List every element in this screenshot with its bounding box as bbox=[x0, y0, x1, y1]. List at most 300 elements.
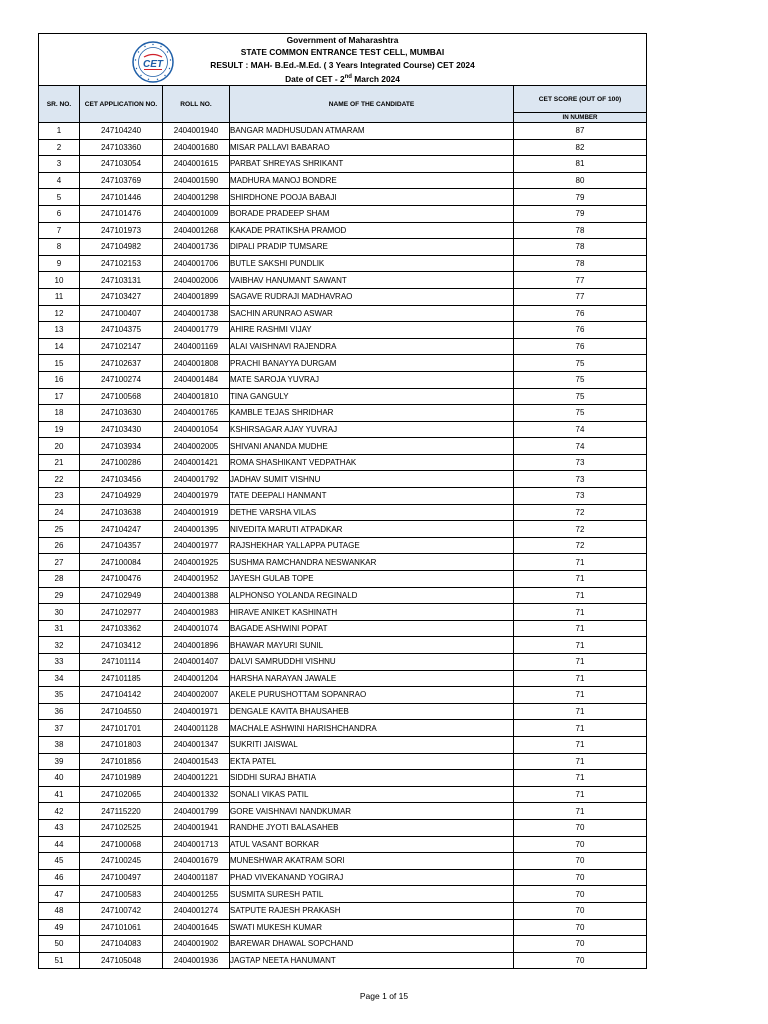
cell-sr-no: 16 bbox=[39, 371, 80, 388]
cell-candidate-name: ROMA SHASHIKANT VEDPATHAK bbox=[230, 454, 514, 471]
cell-roll-no: 2404001543 bbox=[163, 753, 230, 770]
cet-cell-logo bbox=[131, 40, 175, 84]
cell-candidate-name: BANGAR MADHUSUDAN ATMARAM bbox=[230, 123, 514, 140]
table-row bbox=[39, 736, 647, 753]
cell-cet-application-no: 247101701 bbox=[80, 720, 163, 737]
cell-candidate-name: SHIVANI ANANDA MUDHE bbox=[230, 438, 514, 455]
cell-candidate-name: BAREWAR DHAWAL SOPCHAND bbox=[230, 936, 514, 953]
table-row bbox=[39, 123, 647, 140]
cell-cet-score: 73 bbox=[514, 454, 647, 471]
cell-sr-no: 3 bbox=[39, 156, 80, 173]
cell-cet-score: 70 bbox=[514, 836, 647, 853]
cell-cet-score: 72 bbox=[514, 521, 647, 538]
cell-sr-no: 21 bbox=[39, 454, 80, 471]
cell-sr-no: 11 bbox=[39, 288, 80, 305]
table-row bbox=[39, 288, 647, 305]
cell-cet-application-no: 247102949 bbox=[80, 587, 163, 604]
cell-sr-no: 32 bbox=[39, 637, 80, 654]
cell-roll-no: 2404001298 bbox=[163, 189, 230, 206]
cell-roll-no: 2404001925 bbox=[163, 554, 230, 571]
header-cell-name: STATE COMMON ENTRANCE TEST CELL, MUMBAI bbox=[240, 47, 445, 58]
svg-text:CET: CET bbox=[143, 59, 163, 70]
cell-roll-no: 2404001899 bbox=[163, 288, 230, 305]
table-row bbox=[39, 803, 647, 820]
cell-candidate-name: SUKRITI JAISWAL bbox=[230, 736, 514, 753]
cell-sr-no: 14 bbox=[39, 338, 80, 355]
cell-candidate-name: EKTA PATEL bbox=[230, 753, 514, 770]
cell-cet-application-no: 247101803 bbox=[80, 736, 163, 753]
cell-cet-score: 80 bbox=[514, 172, 647, 189]
cell-cet-score: 70 bbox=[514, 819, 647, 836]
cell-cet-application-no: 247102065 bbox=[80, 786, 163, 803]
cell-candidate-name: BUTLE SAKSHI PUNDLIK bbox=[230, 255, 514, 272]
cell-cet-application-no: 247100407 bbox=[80, 305, 163, 322]
cell-candidate-name: BORADE PRADEEP SHAM bbox=[230, 205, 514, 222]
cell-cet-application-no: 247103427 bbox=[80, 288, 163, 305]
table-row bbox=[39, 338, 647, 355]
cell-cet-score: 79 bbox=[514, 189, 647, 206]
cell-roll-no: 2404001009 bbox=[163, 205, 230, 222]
cell-cet-application-no: 247104083 bbox=[80, 936, 163, 953]
table-row bbox=[39, 936, 647, 953]
cell-cet-score: 70 bbox=[514, 919, 647, 936]
cell-sr-no: 5 bbox=[39, 189, 80, 206]
cell-roll-no: 2404001221 bbox=[163, 770, 230, 787]
cell-cet-application-no: 247100274 bbox=[80, 371, 163, 388]
cell-cet-application-no: 247103456 bbox=[80, 471, 163, 488]
table-row bbox=[39, 272, 647, 289]
cell-cet-score: 75 bbox=[514, 371, 647, 388]
table-row bbox=[39, 952, 647, 969]
cell-cet-application-no: 247103054 bbox=[80, 156, 163, 173]
cell-roll-no: 2404001979 bbox=[163, 488, 230, 505]
cell-sr-no: 49 bbox=[39, 919, 80, 936]
cell-candidate-name: KAKADE PRATIKSHA PRAMOD bbox=[230, 222, 514, 239]
cell-cet-score: 71 bbox=[514, 620, 647, 637]
cell-cet-application-no: 247104142 bbox=[80, 687, 163, 704]
cell-cet-score: 75 bbox=[514, 355, 647, 372]
cell-cet-application-no: 247100568 bbox=[80, 388, 163, 405]
cell-sr-no: 27 bbox=[39, 554, 80, 571]
cell-cet-application-no: 247100286 bbox=[80, 454, 163, 471]
table-row bbox=[39, 205, 647, 222]
cell-cet-score: 75 bbox=[514, 405, 647, 422]
cell-sr-no: 45 bbox=[39, 853, 80, 870]
cell-candidate-name: ATUL VASANT BORKAR bbox=[230, 836, 514, 853]
cell-sr-no: 23 bbox=[39, 488, 80, 505]
cell-candidate-name: SUSHMA RAMCHANDRA NESWANKAR bbox=[230, 554, 514, 571]
cell-cet-application-no: 247115220 bbox=[80, 803, 163, 820]
table-row bbox=[39, 571, 647, 588]
cell-roll-no: 2404001255 bbox=[163, 886, 230, 903]
cell-cet-score: 71 bbox=[514, 703, 647, 720]
cell-cet-score: 73 bbox=[514, 471, 647, 488]
cell-cet-application-no: 247105048 bbox=[80, 952, 163, 969]
cell-cet-score: 72 bbox=[514, 504, 647, 521]
table-row bbox=[39, 388, 647, 405]
cell-roll-no: 2404001187 bbox=[163, 869, 230, 886]
cell-candidate-name: DIPALI PRADIP TUMSARE bbox=[230, 239, 514, 256]
cell-cet-application-no: 247104550 bbox=[80, 703, 163, 720]
cell-candidate-name: KSHIRSAGAR AJAY YUVRAJ bbox=[230, 421, 514, 438]
document-header bbox=[39, 34, 647, 86]
cell-cet-score: 70 bbox=[514, 853, 647, 870]
cell-roll-no: 2404001936 bbox=[163, 952, 230, 969]
cell-sr-no: 17 bbox=[39, 388, 80, 405]
cell-roll-no: 2404002006 bbox=[163, 272, 230, 289]
cell-cet-application-no: 247103131 bbox=[80, 272, 163, 289]
table-row bbox=[39, 504, 647, 521]
cell-cet-application-no: 247103362 bbox=[80, 620, 163, 637]
cell-cet-application-no: 247101476 bbox=[80, 205, 163, 222]
table-row bbox=[39, 836, 647, 853]
cell-cet-score: 71 bbox=[514, 687, 647, 704]
cell-candidate-name: SWATI MUKESH KUMAR bbox=[230, 919, 514, 936]
cell-roll-no: 2404001645 bbox=[163, 919, 230, 936]
cell-candidate-name: SHIRDHONE POOJA BABAJI bbox=[230, 189, 514, 206]
cell-sr-no: 8 bbox=[39, 239, 80, 256]
cell-roll-no: 2404001765 bbox=[163, 405, 230, 422]
cell-cet-application-no: 247104929 bbox=[80, 488, 163, 505]
table-row bbox=[39, 405, 647, 422]
table-row bbox=[39, 853, 647, 870]
cell-cet-score: 70 bbox=[514, 869, 647, 886]
cell-cet-application-no: 247103934 bbox=[80, 438, 163, 455]
cell-roll-no: 2404001713 bbox=[163, 836, 230, 853]
cell-cet-application-no: 247100068 bbox=[80, 836, 163, 853]
cell-roll-no: 2404001615 bbox=[163, 156, 230, 173]
cell-cet-score: 77 bbox=[514, 288, 647, 305]
col-candidate-name: NAME OF THE CANDIDATE bbox=[230, 86, 514, 123]
cell-cet-application-no: 247104247 bbox=[80, 521, 163, 538]
cell-candidate-name: TATE DEEPALI HANMANT bbox=[230, 488, 514, 505]
cell-roll-no: 2404001128 bbox=[163, 720, 230, 737]
cell-cet-application-no: 247101446 bbox=[80, 189, 163, 206]
table-row bbox=[39, 189, 647, 206]
cell-candidate-name: TINA GANGULY bbox=[230, 388, 514, 405]
cell-roll-no: 2404001274 bbox=[163, 902, 230, 919]
cell-sr-no: 18 bbox=[39, 405, 80, 422]
cell-cet-application-no: 247101973 bbox=[80, 222, 163, 239]
cell-candidate-name: SACHIN ARUNRAO ASWAR bbox=[230, 305, 514, 322]
table-row bbox=[39, 902, 647, 919]
cell-cet-application-no: 247100476 bbox=[80, 571, 163, 588]
cell-candidate-name: RAJSHEKHAR YALLAPPA PUTAGE bbox=[230, 537, 514, 554]
cell-sr-no: 30 bbox=[39, 604, 80, 621]
cell-sr-no: 26 bbox=[39, 537, 80, 554]
col-in-number: IN NUMBER bbox=[514, 113, 647, 123]
cell-roll-no: 2404001738 bbox=[163, 305, 230, 322]
cell-candidate-name: JAYESH GULAB TOPE bbox=[230, 571, 514, 588]
cell-candidate-name: SONALI VIKAS PATIL bbox=[230, 786, 514, 803]
table-row bbox=[39, 438, 647, 455]
cell-candidate-name: MACHALE ASHWINI HARISHCHANDRA bbox=[230, 720, 514, 737]
header-result-title: RESULT : MAH- B.Ed.-M.Ed. ( 3 Years Integrated Course) CET 2024 bbox=[210, 59, 475, 70]
cell-sr-no: 44 bbox=[39, 836, 80, 853]
cell-cet-score: 78 bbox=[514, 255, 647, 272]
cell-cet-score: 71 bbox=[514, 803, 647, 820]
cell-cet-application-no: 247100583 bbox=[80, 886, 163, 903]
cell-sr-no: 51 bbox=[39, 952, 80, 969]
cell-roll-no: 2404002007 bbox=[163, 687, 230, 704]
cell-roll-no: 2404001902 bbox=[163, 936, 230, 953]
table-row bbox=[39, 819, 647, 836]
table-row bbox=[39, 587, 647, 604]
cell-roll-no: 2404001421 bbox=[163, 454, 230, 471]
cell-roll-no: 2404001919 bbox=[163, 504, 230, 521]
table-row bbox=[39, 637, 647, 654]
cell-roll-no: 2404001332 bbox=[163, 786, 230, 803]
cell-roll-no: 2404001407 bbox=[163, 654, 230, 671]
cell-cet-score: 71 bbox=[514, 554, 647, 571]
cell-sr-no: 35 bbox=[39, 687, 80, 704]
cell-candidate-name: MATE SAROJA YUVRAJ bbox=[230, 371, 514, 388]
cell-cet-score: 71 bbox=[514, 753, 647, 770]
cell-cet-score: 74 bbox=[514, 421, 647, 438]
table-row bbox=[39, 654, 647, 671]
cell-cet-score: 74 bbox=[514, 438, 647, 455]
header-date-of-cet: Date of CET - 2nd March 2024 bbox=[285, 73, 400, 84]
table-row bbox=[39, 305, 647, 322]
table-row bbox=[39, 521, 647, 538]
page-number: Page 1 of 15 bbox=[359, 991, 409, 1001]
cell-roll-no: 2404001736 bbox=[163, 239, 230, 256]
cell-roll-no: 2404001268 bbox=[163, 222, 230, 239]
cell-cet-score: 78 bbox=[514, 222, 647, 239]
table-row bbox=[39, 786, 647, 803]
cell-sr-no: 37 bbox=[39, 720, 80, 737]
table-row bbox=[39, 239, 647, 256]
cell-roll-no: 2404001941 bbox=[163, 819, 230, 836]
cell-roll-no: 2404001590 bbox=[163, 172, 230, 189]
cell-sr-no: 36 bbox=[39, 703, 80, 720]
cell-candidate-name: JADHAV SUMIT VISHNU bbox=[230, 471, 514, 488]
cell-cet-application-no: 247102637 bbox=[80, 355, 163, 372]
cell-sr-no: 43 bbox=[39, 819, 80, 836]
cell-cet-score: 82 bbox=[514, 139, 647, 156]
cell-cet-application-no: 247103638 bbox=[80, 504, 163, 521]
col-roll-no: ROLL NO. bbox=[163, 86, 230, 123]
cell-sr-no: 28 bbox=[39, 571, 80, 588]
cell-candidate-name: PARBAT SHREYAS SHRIKANT bbox=[230, 156, 514, 173]
col-sr-no: SR. NO. bbox=[39, 86, 80, 123]
cell-candidate-name: MISAR PALLAVI BABARAO bbox=[230, 139, 514, 156]
table-row bbox=[39, 703, 647, 720]
cell-cet-score: 70 bbox=[514, 936, 647, 953]
cell-cet-score: 73 bbox=[514, 488, 647, 505]
cell-candidate-name: AKELE PURUSHOTTAM SOPANRAO bbox=[230, 687, 514, 704]
cell-candidate-name: HIRAVE ANIKET KASHINATH bbox=[230, 604, 514, 621]
table-row bbox=[39, 554, 647, 571]
cell-sr-no: 48 bbox=[39, 902, 80, 919]
cell-candidate-name: SATPUTE RAJESH PRAKASH bbox=[230, 902, 514, 919]
cell-cet-score: 75 bbox=[514, 388, 647, 405]
cell-cet-application-no: 247100742 bbox=[80, 902, 163, 919]
cell-cet-score: 71 bbox=[514, 736, 647, 753]
cell-sr-no: 10 bbox=[39, 272, 80, 289]
cell-cet-application-no: 247104240 bbox=[80, 123, 163, 140]
cell-cet-application-no: 247101185 bbox=[80, 670, 163, 687]
cell-candidate-name: VAIBHAV HANUMANT SAWANT bbox=[230, 272, 514, 289]
cell-roll-no: 2404001347 bbox=[163, 736, 230, 753]
cell-sr-no: 42 bbox=[39, 803, 80, 820]
cell-cet-score: 71 bbox=[514, 604, 647, 621]
cell-cet-score: 76 bbox=[514, 305, 647, 322]
cell-roll-no: 2404002005 bbox=[163, 438, 230, 455]
table-row bbox=[39, 720, 647, 737]
cell-roll-no: 2404001706 bbox=[163, 255, 230, 272]
cell-sr-no: 4 bbox=[39, 172, 80, 189]
cell-cet-application-no: 247100245 bbox=[80, 853, 163, 870]
cell-sr-no: 15 bbox=[39, 355, 80, 372]
cell-roll-no: 2404001896 bbox=[163, 637, 230, 654]
cell-roll-no: 2404001810 bbox=[163, 388, 230, 405]
cell-roll-no: 2404001680 bbox=[163, 139, 230, 156]
table-row bbox=[39, 537, 647, 554]
table-row bbox=[39, 255, 647, 272]
cell-candidate-name: SUSMITA SURESH PATIL bbox=[230, 886, 514, 903]
cell-roll-no: 2404001779 bbox=[163, 322, 230, 339]
cell-cet-application-no: 247102525 bbox=[80, 819, 163, 836]
cell-candidate-name: MADHURA MANOJ BONDRE bbox=[230, 172, 514, 189]
cell-candidate-name: PHAD VIVEKANAND YOGIRAJ bbox=[230, 869, 514, 886]
cell-cet-application-no: 247104375 bbox=[80, 322, 163, 339]
cell-cet-application-no: 247101061 bbox=[80, 919, 163, 936]
cell-sr-no: 12 bbox=[39, 305, 80, 322]
cell-candidate-name: JAGTAP NEETA HANUMANT bbox=[230, 952, 514, 969]
cell-roll-no: 2404001679 bbox=[163, 853, 230, 870]
cell-sr-no: 6 bbox=[39, 205, 80, 222]
cell-roll-no: 2404001169 bbox=[163, 338, 230, 355]
cell-sr-no: 34 bbox=[39, 670, 80, 687]
cell-roll-no: 2404001971 bbox=[163, 703, 230, 720]
cell-candidate-name: NIVEDITA MARUTI ATPADKAR bbox=[230, 521, 514, 538]
cell-roll-no: 2404001074 bbox=[163, 620, 230, 637]
cell-roll-no: 2404001983 bbox=[163, 604, 230, 621]
cell-sr-no: 29 bbox=[39, 587, 80, 604]
cell-cet-score: 79 bbox=[514, 205, 647, 222]
cell-roll-no: 2404001054 bbox=[163, 421, 230, 438]
table-row bbox=[39, 604, 647, 621]
cell-candidate-name: DETHE VARSHA VILAS bbox=[230, 504, 514, 521]
header-government: Government of Maharashtra bbox=[286, 35, 399, 46]
cell-cet-score: 87 bbox=[514, 123, 647, 140]
cell-sr-no: 40 bbox=[39, 770, 80, 787]
cell-sr-no: 41 bbox=[39, 786, 80, 803]
cell-cet-application-no: 247102153 bbox=[80, 255, 163, 272]
cell-candidate-name: HARSHA NARAYAN JAWALE bbox=[230, 670, 514, 687]
cell-sr-no: 47 bbox=[39, 886, 80, 903]
cell-roll-no: 2404001808 bbox=[163, 355, 230, 372]
cell-roll-no: 2404001395 bbox=[163, 521, 230, 538]
cell-cet-application-no: 247104357 bbox=[80, 537, 163, 554]
cell-cet-score: 71 bbox=[514, 654, 647, 671]
cell-cet-application-no: 247103630 bbox=[80, 405, 163, 422]
results-table bbox=[38, 33, 647, 969]
cell-sr-no: 33 bbox=[39, 654, 80, 671]
table-row bbox=[39, 471, 647, 488]
cell-candidate-name: RANDHE JYOTI BALASAHEB bbox=[230, 819, 514, 836]
results-table-body bbox=[39, 123, 647, 969]
cell-sr-no: 2 bbox=[39, 139, 80, 156]
cell-candidate-name: SAGAVE RUDRAJI MADHAVRAO bbox=[230, 288, 514, 305]
cell-candidate-name: AHIRE RASHMI VIJAY bbox=[230, 322, 514, 339]
cell-roll-no: 2404001952 bbox=[163, 571, 230, 588]
cell-cet-application-no: 247101856 bbox=[80, 753, 163, 770]
cell-cet-score: 71 bbox=[514, 786, 647, 803]
cell-sr-no: 24 bbox=[39, 504, 80, 521]
table-row bbox=[39, 454, 647, 471]
cell-roll-no: 2404001484 bbox=[163, 371, 230, 388]
cell-cet-score: 70 bbox=[514, 886, 647, 903]
cell-cet-score: 70 bbox=[514, 902, 647, 919]
cell-cet-score: 72 bbox=[514, 537, 647, 554]
col-cet-application-no: CET APPLICATION NO. bbox=[80, 86, 163, 123]
cell-roll-no: 2404001388 bbox=[163, 587, 230, 604]
table-row bbox=[39, 886, 647, 903]
cell-candidate-name: DENGALE KAVITA BHAUSAHEB bbox=[230, 703, 514, 720]
cell-sr-no: 7 bbox=[39, 222, 80, 239]
cell-sr-no: 19 bbox=[39, 421, 80, 438]
cell-roll-no: 2404001977 bbox=[163, 537, 230, 554]
cell-cet-score: 71 bbox=[514, 670, 647, 687]
cell-sr-no: 22 bbox=[39, 471, 80, 488]
cell-roll-no: 2404001792 bbox=[163, 471, 230, 488]
cell-candidate-name: BHAWAR MAYURI SUNIL bbox=[230, 637, 514, 654]
cell-cet-application-no: 247103412 bbox=[80, 637, 163, 654]
cell-candidate-name: SIDDHI SURAJ BHATIA bbox=[230, 770, 514, 787]
table-row bbox=[39, 371, 647, 388]
cell-sr-no: 20 bbox=[39, 438, 80, 455]
cell-sr-no: 39 bbox=[39, 753, 80, 770]
cell-cet-application-no: 247104982 bbox=[80, 239, 163, 256]
cell-cet-application-no: 247103430 bbox=[80, 421, 163, 438]
cell-sr-no: 13 bbox=[39, 322, 80, 339]
cell-sr-no: 38 bbox=[39, 736, 80, 753]
table-row bbox=[39, 770, 647, 787]
cell-sr-no: 25 bbox=[39, 521, 80, 538]
table-row bbox=[39, 869, 647, 886]
col-cet-score: CET SCORE (OUT OF 100) bbox=[514, 86, 647, 113]
cell-cet-score: 78 bbox=[514, 239, 647, 256]
cell-candidate-name: PRACHI BANAYYA DURGAM bbox=[230, 355, 514, 372]
cell-candidate-name: BAGADE ASHWINI POPAT bbox=[230, 620, 514, 637]
cell-sr-no: 9 bbox=[39, 255, 80, 272]
cell-sr-no: 1 bbox=[39, 123, 80, 140]
table-row bbox=[39, 488, 647, 505]
table-row bbox=[39, 620, 647, 637]
table-row bbox=[39, 753, 647, 770]
cell-cet-score: 71 bbox=[514, 571, 647, 588]
cell-candidate-name: ALAI VAISHNAVI RAJENDRA bbox=[230, 338, 514, 355]
cell-cet-score: 81 bbox=[514, 156, 647, 173]
cell-candidate-name: ALPHONSO YOLANDA REGINALD bbox=[230, 587, 514, 604]
cell-cet-score: 70 bbox=[514, 952, 647, 969]
cell-cet-application-no: 247103360 bbox=[80, 139, 163, 156]
cell-cet-application-no: 247102147 bbox=[80, 338, 163, 355]
table-row bbox=[39, 139, 647, 156]
cell-cet-score: 76 bbox=[514, 322, 647, 339]
cell-sr-no: 50 bbox=[39, 936, 80, 953]
cell-cet-application-no: 247101114 bbox=[80, 654, 163, 671]
table-row bbox=[39, 355, 647, 372]
cell-cet-score: 76 bbox=[514, 338, 647, 355]
cell-cet-application-no: 247101989 bbox=[80, 770, 163, 787]
cell-cet-score: 71 bbox=[514, 587, 647, 604]
table-row bbox=[39, 322, 647, 339]
cell-cet-score: 71 bbox=[514, 720, 647, 737]
cell-cet-score: 71 bbox=[514, 770, 647, 787]
